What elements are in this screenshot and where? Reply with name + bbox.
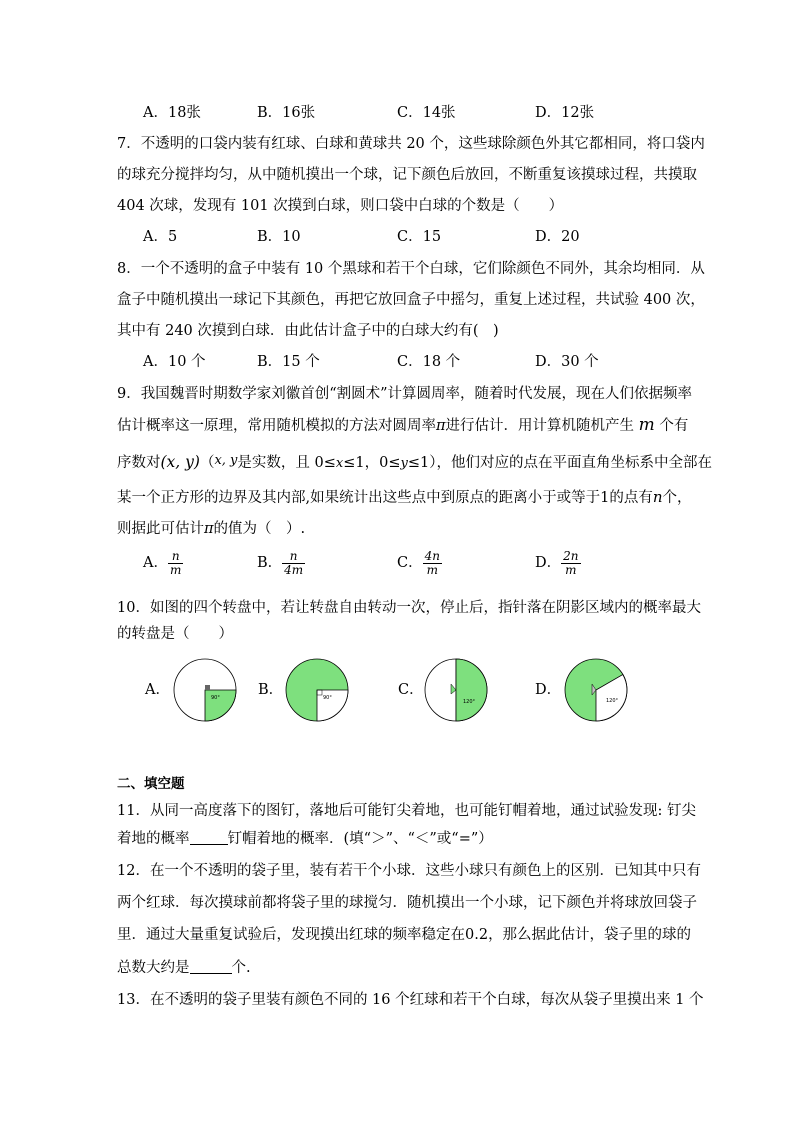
spinner-a-angle-label: 90° bbox=[211, 695, 220, 701]
q8-line-3: 其中有 240 次摸到白球．由此估计盒子中的白球大约有( ) bbox=[117, 323, 499, 339]
q11-line-2-text-b: 钉帽着地的概率．(填“＞”、“＜”或“=”） bbox=[227, 831, 493, 847]
q7-line-2: 的球充分搅拌均匀，从中随机摸出一个球，记下颜色后放回，不断重复该摸球过程，共摸取 bbox=[117, 167, 697, 183]
option-label: C． bbox=[397, 555, 423, 571]
q12-line-3-text-b: ，那么据此估计，袋子里的球的 bbox=[488, 927, 692, 943]
answer-blank[interactable] bbox=[190, 959, 232, 974]
var-y: y bbox=[400, 456, 408, 471]
spinner-c-shaded-sector bbox=[456, 659, 487, 721]
section-title: 二、填空题 bbox=[117, 776, 185, 792]
q11-line-2 bbox=[117, 829, 493, 849]
spinner-b-white-sector bbox=[317, 690, 348, 721]
q7-option-a: A．5 bbox=[143, 229, 178, 245]
q9-line-5 bbox=[117, 519, 305, 539]
q12-line-3-text-a: 里．通过大量重复试验后，发现摸出红球的频率稳定在 bbox=[117, 927, 465, 943]
spinner-a bbox=[172, 657, 238, 723]
q7-option-d: D．20 bbox=[535, 229, 580, 245]
var-x: x bbox=[335, 456, 344, 471]
q9-line-3-text-a: 序数对 bbox=[117, 455, 161, 471]
q9-line-2 bbox=[117, 415, 688, 436]
pi-symbol: π bbox=[204, 521, 214, 537]
q8-line-2: 盒子中随机摸出一球记下其颜色，再把它放回盒子中摇匀，重复上述过程，共试验 400 次， bbox=[117, 292, 705, 308]
var-xy: x, y bbox=[214, 453, 238, 468]
q9-line-3 bbox=[117, 451, 712, 474]
q7-option-c: C．15 bbox=[397, 229, 442, 245]
q6-option-d: D．12张 bbox=[535, 105, 595, 121]
pi-symbol: π bbox=[436, 418, 446, 434]
denominator: m bbox=[426, 562, 438, 577]
q12-line-4 bbox=[117, 958, 251, 978]
q8-option-d: D．30 个 bbox=[535, 354, 599, 370]
fraction bbox=[168, 550, 183, 577]
q10-line-2: 的转盘是（ ） bbox=[117, 626, 233, 642]
spinner-b-label: B． bbox=[258, 682, 284, 698]
q9-line-4 bbox=[117, 487, 692, 508]
q9-line-3-text-e: ≤1），他们对应的点在平面直角坐标系中全部在 bbox=[407, 455, 712, 471]
ordered-pair: (x, y) bbox=[160, 453, 200, 471]
q7-line-3: 404 次球，发现有 101 次摸到白球，则口袋中白球的个数是（ ） bbox=[117, 198, 564, 214]
option-label: A． bbox=[143, 555, 168, 571]
q8-option-b: B．15 个 bbox=[257, 354, 320, 370]
q6-option-a: A．18张 bbox=[143, 105, 201, 121]
q9-line-5-text-b: 的值为（ ）. bbox=[213, 521, 306, 537]
spinner-d-angle-label: 120° bbox=[606, 698, 619, 704]
q9-line-2-text-b: 进行估计．用计算机随机产生 bbox=[445, 418, 635, 434]
var-n: n bbox=[652, 488, 663, 506]
q7-line-1: 7．不透明的口袋内装有红球、白球和黄球共 20 个，这些球除颜色外其它都相同，将口袋内 bbox=[117, 136, 705, 152]
var-m: m bbox=[638, 415, 655, 435]
spinner-b bbox=[284, 657, 350, 723]
fraction bbox=[561, 550, 580, 577]
q9-line-2-text-c: 个有 bbox=[659, 418, 689, 434]
q8-option-a: A．10 个 bbox=[143, 354, 206, 370]
q9-line-5-text-a: 则据此可估计 bbox=[117, 521, 204, 537]
value-one: 1 bbox=[600, 490, 610, 506]
q9-line-4-text-a: 某一个正方形的边界及其内部,如果统计出这些点中到原点的距离小于或等于 bbox=[117, 490, 601, 506]
q13-line-1: 13．在不透明的袋子里装有颜色不同的 16 个红球和若干个白球，每次从袋子里摸出来 1 个 bbox=[117, 992, 704, 1008]
q8-line-1: 8．一个不透明的盒子中装有 10 个黑球和若干个白球，它们除颜色不同外，其余均相同．从 bbox=[117, 261, 705, 277]
q10-line-1: 10．如图的四个转盘中，若让转盘自由转动一次，停止后，指针落在阴影区域内的概率最大 bbox=[117, 600, 701, 616]
fraction bbox=[282, 550, 305, 577]
frequency-value: 0.2 bbox=[465, 927, 489, 943]
q6-option-c: C．14张 bbox=[397, 105, 456, 121]
spinner-c-angle-label: 120° bbox=[463, 699, 476, 705]
answer-blank[interactable] bbox=[190, 830, 228, 845]
q12-line-3 bbox=[117, 925, 691, 945]
option-label: B． bbox=[257, 555, 283, 571]
q9-line-1: 9．我国魏晋时期数学家刘徽首创“割圆术”计算圆周率，随着时代发展，现在人们依据频率 bbox=[117, 386, 693, 402]
q8-option-c: C．18 个 bbox=[397, 354, 461, 370]
q12-line-4-text-a: 总数大约是 bbox=[117, 960, 190, 976]
q11-line-1: 11．从同一高度落下的图钉，落地后可能钉尖着地，也可能钉帽着地，通过试验发现: 钉尖 bbox=[117, 803, 696, 819]
q9-option-c bbox=[397, 548, 442, 578]
denominator: m bbox=[169, 562, 182, 577]
q9-line-3-text-b: （ bbox=[199, 455, 215, 471]
q9-line-2-text-a: 估计概率这一原理，常用随机模拟的方法对圆周率 bbox=[117, 418, 436, 434]
spinner-a-shaded-sector bbox=[205, 690, 236, 721]
fraction bbox=[423, 550, 442, 577]
q9-line-4-text-b: 的点有 bbox=[609, 490, 653, 506]
denominator: 4m bbox=[284, 562, 304, 577]
q6-option-b: B．16张 bbox=[257, 105, 316, 121]
q9-option-a bbox=[143, 548, 183, 578]
spinner-a-label: A． bbox=[145, 682, 170, 698]
spinner-d bbox=[563, 657, 629, 723]
q9-option-d bbox=[535, 548, 581, 578]
q7-option-b: B．10 bbox=[257, 229, 301, 245]
q9-line-3-text-c: 是实数，且 0≤ bbox=[237, 455, 336, 471]
q11-line-2-text-a: 着地的概率 bbox=[117, 831, 190, 847]
right-angle-mark bbox=[205, 685, 210, 690]
denominator: m bbox=[565, 562, 577, 577]
q9-line-4-text-c: 个， bbox=[662, 490, 692, 506]
numerator: n bbox=[282, 550, 305, 564]
q12-line-1: 12．在一个不透明的袋子里，装有若干个小球．这些小球只有颜色上的区别．已知其中只有 bbox=[117, 863, 701, 879]
numerator: 4n bbox=[424, 548, 440, 563]
q9-option-b bbox=[257, 548, 305, 578]
numerator: n bbox=[168, 550, 183, 564]
spinner-c bbox=[423, 657, 489, 723]
q12-line-4-text-b: 个. bbox=[231, 960, 251, 976]
option-label: D． bbox=[535, 555, 562, 571]
spinner-b-angle-label: 90° bbox=[323, 695, 332, 701]
q12-line-2: 两个红球．每次摸球前都将袋子里的球搅匀．随机摸出一个小球，记下颜色并将球放回袋子 bbox=[117, 895, 697, 911]
spinner-d-label: D． bbox=[535, 682, 562, 698]
numerator: 2n bbox=[563, 548, 579, 563]
q9-line-3-text-d: ≤1，0≤ bbox=[343, 455, 401, 471]
spinner-c-label: C． bbox=[398, 682, 424, 698]
